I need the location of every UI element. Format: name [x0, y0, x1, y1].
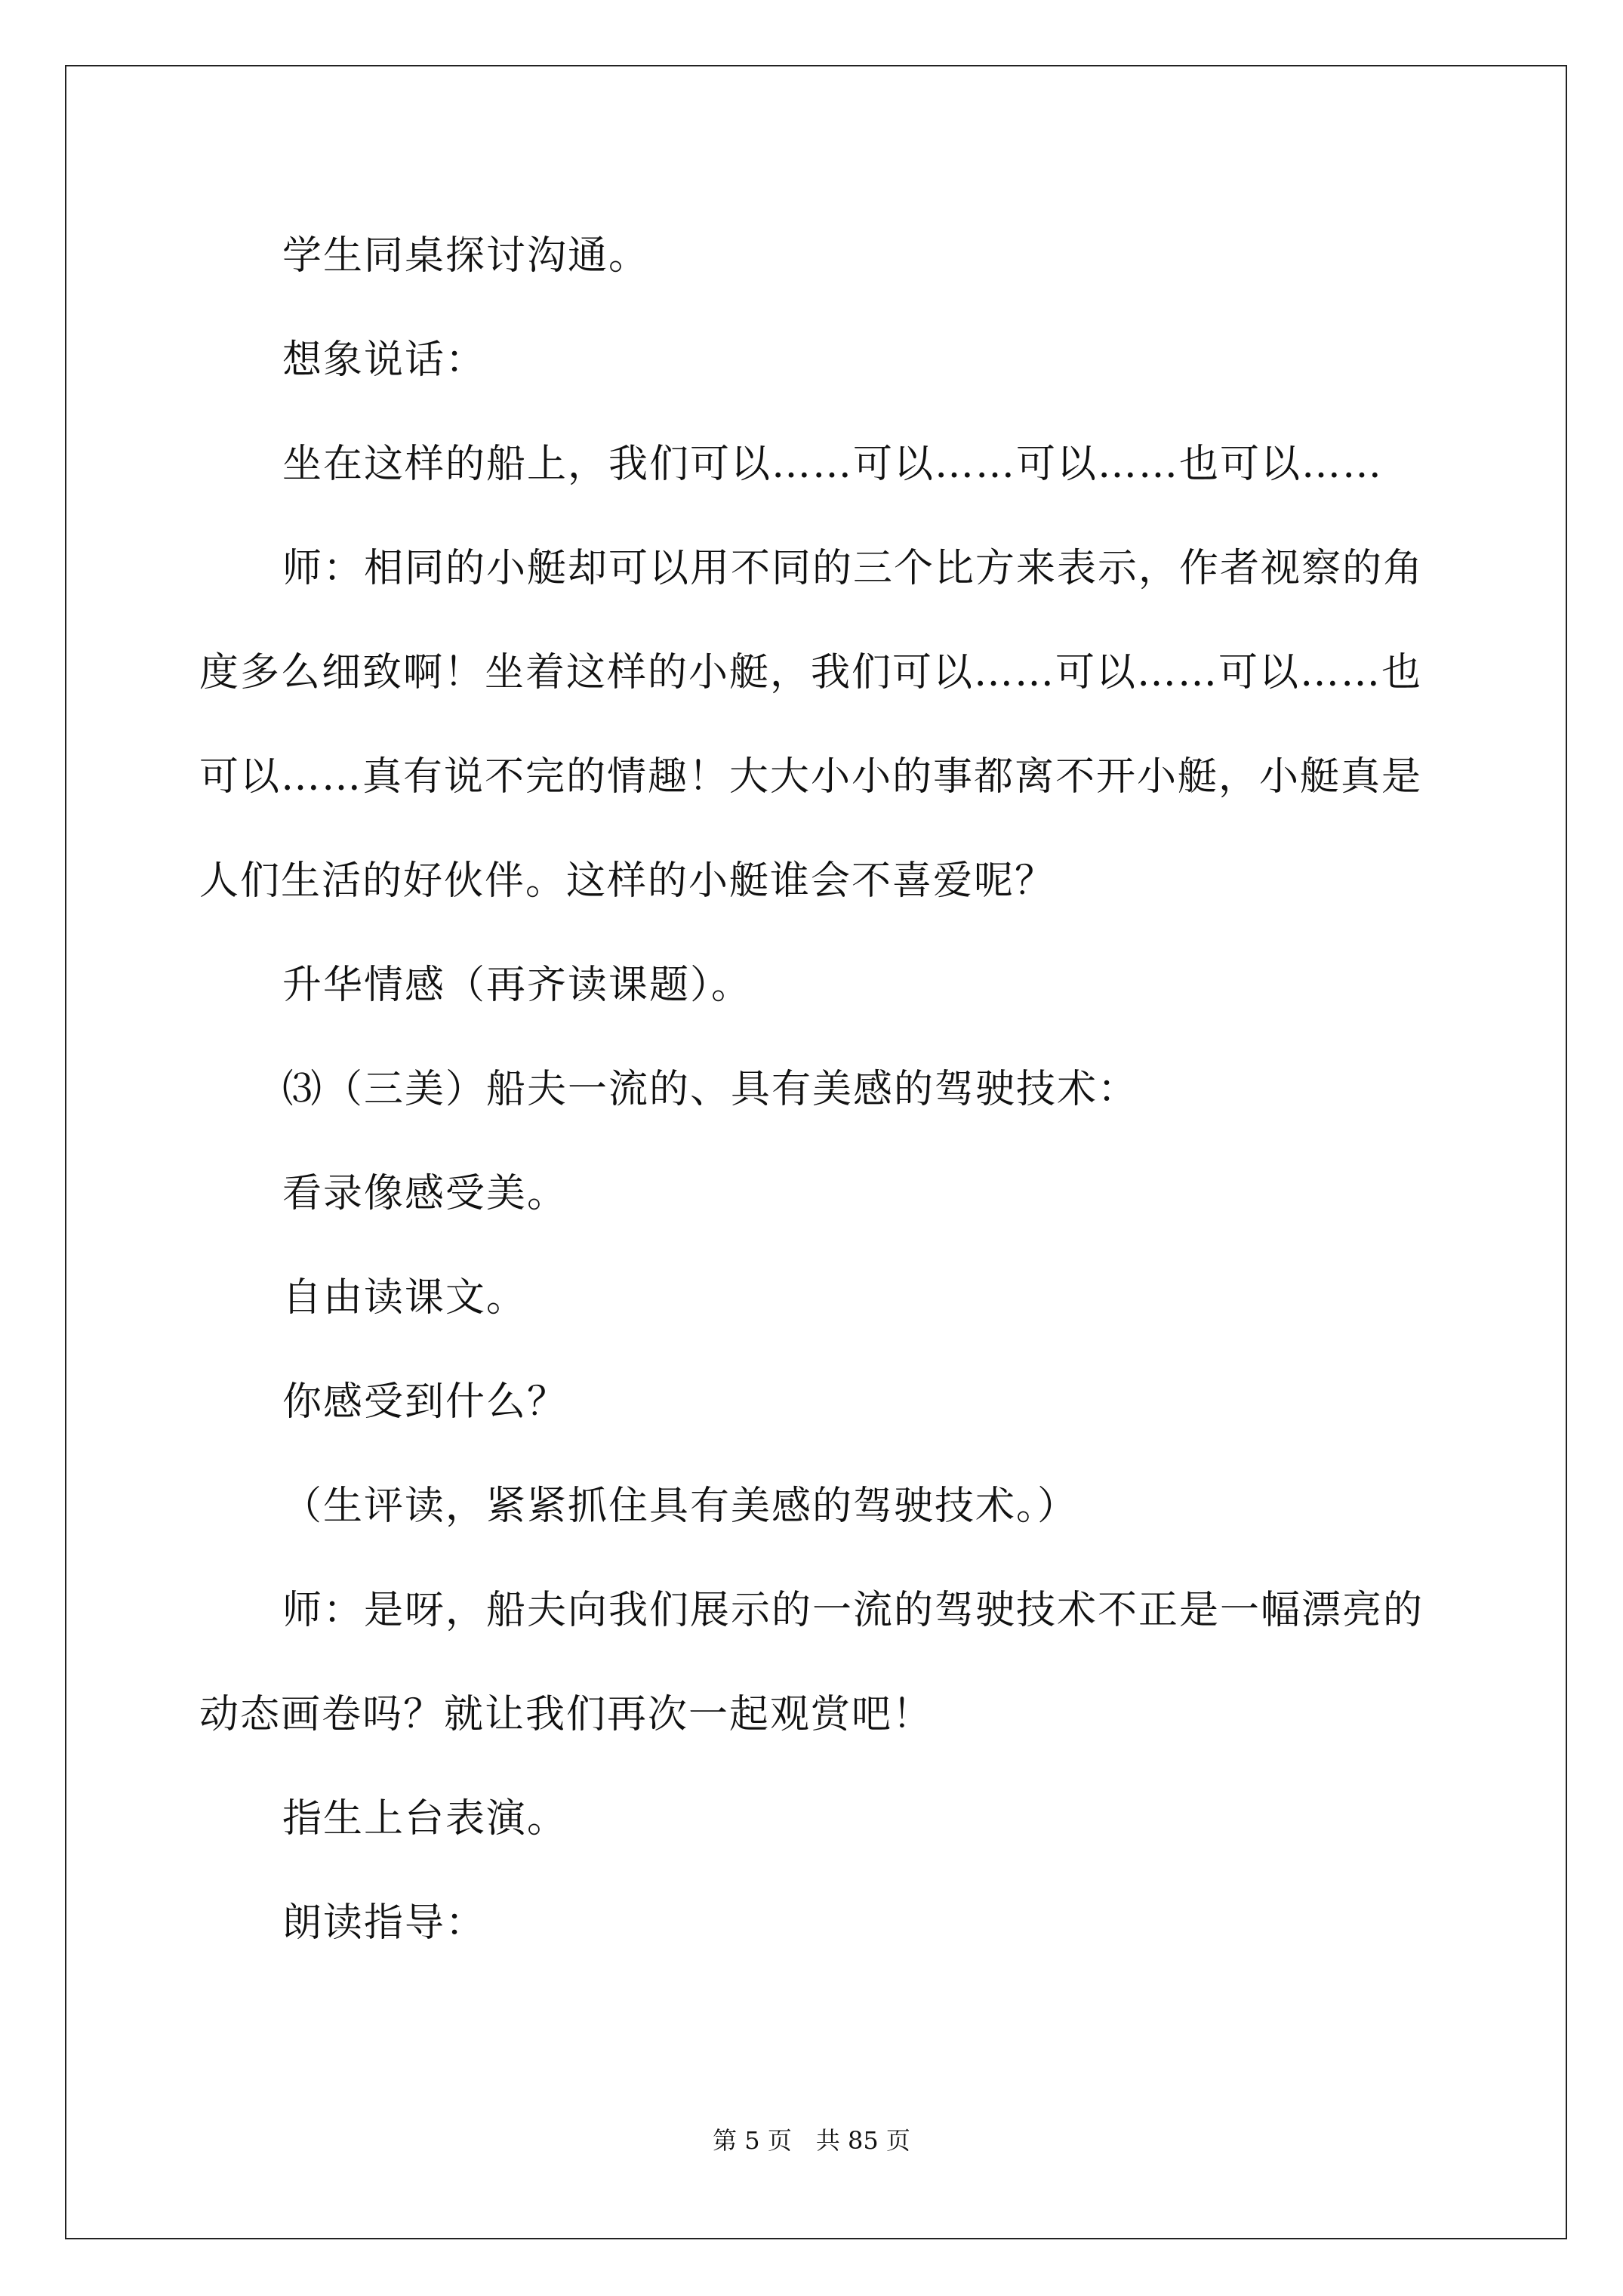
paragraph: 师：相同的小艇却可以用不同的三个比方来表示，作者视察的角度多么细致啊！坐着这样的小艇，我们可以……可以……可以……也可以……真有说不完的情趣！大大小小的事都离不开小艇，小艇真是人们生活的好伙伴。这样的小艇谁会不喜爱呢？: [199, 546, 1424, 904]
paragraph: （生评读，紧紧抓住具有美感的驾驶技术。）: [282, 1484, 1079, 1529]
paragraph: 指生上台表演。: [282, 1796, 568, 1841]
paragraph: 想象说话：: [282, 337, 487, 383]
paragraph: 你感受到什么？: [282, 1379, 568, 1425]
paragraph: 看录像感受美。: [282, 1171, 568, 1216]
paragraph: ⑶（三美）船夫一流的、具有美感的驾驶技术：: [282, 1067, 1139, 1112]
paragraph: 自由读课文。: [282, 1275, 528, 1321]
paragraph: 朗读指导：: [282, 1900, 487, 1946]
paragraph: 学生同桌探讨沟通。: [282, 233, 650, 279]
paragraph: 师：是呀，船夫向我们展示的一流的驾驶技术不正是一幅漂亮的动态画卷吗？就让我们再次一起观赏吧！: [199, 1588, 1424, 1737]
page-number-footer: 第 5 页 共 85 页: [713, 2126, 910, 2155]
document-body: [199, 204, 1437, 1975]
paragraph: 升华情感（再齐读课题）。: [282, 963, 753, 1008]
paragraph: 坐在这样的船上，我们可以……可以……可以……也可以……: [282, 442, 1384, 487]
